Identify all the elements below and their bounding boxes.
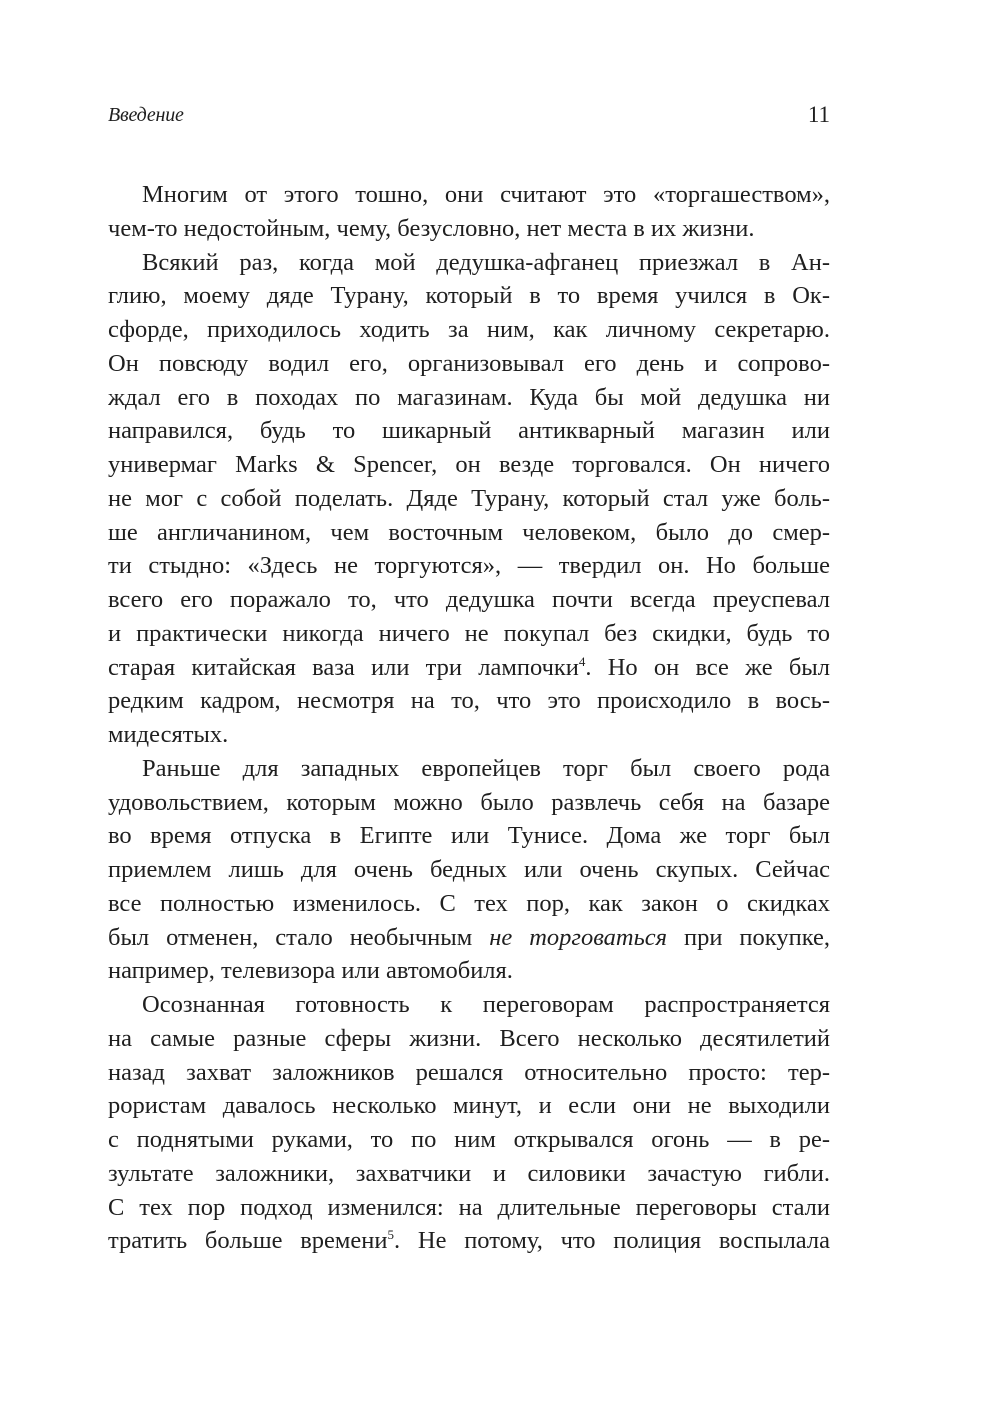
text-segment: . Но он все же был: [585, 653, 830, 681]
text-line: Раньше для западных европейцев торг был своего рода: [142, 754, 830, 782]
page-number: 11: [807, 102, 830, 127]
text-line: рористам давалось несколько минут, и если они не выходили: [108, 1092, 830, 1120]
text-line-with-footnote: [108, 1224, 830, 1258]
text-line: редким кадром, несмотря на то, что это происходило в вось-: [108, 687, 830, 715]
text-line: все полностью изменилось. С тех пор, как закон о скидках: [108, 889, 830, 917]
text-line: с поднятыми руками, то по ним открывался огонь — в ре-: [108, 1126, 830, 1153]
text-line-with-footnote: [108, 651, 830, 685]
footnote-marker: 4: [578, 653, 586, 669]
text-line: чем-то недостойным, чему, безусловно, нет места в их жизни.: [108, 214, 755, 242]
body-text: [108, 178, 830, 1258]
text-segment: был отменен, стало необычным: [108, 923, 490, 951]
text-line: например, телевизора или автомобиля.: [108, 957, 513, 985]
text-line: Всякий раз, когда мой дедушка-афганец приезжал в Ан-: [142, 248, 830, 276]
text-line: назад захват заложников решался относительно просто: тер-: [108, 1058, 830, 1086]
text-line: глию, моему дяде Турану, который в то время учился в Ок-: [108, 282, 830, 310]
text-line: всего его поражало то, что дедушка почти всегда преуспевал: [108, 586, 830, 613]
text-line: ше англичанином, чем восточным человеком, было до смер-: [108, 518, 830, 546]
text-line: на самые разные сферы жизни. Всего несколько десятилетий: [108, 1024, 830, 1052]
text-line: и практически никогда ничего не покупал без скидки, будь то: [108, 619, 830, 647]
text-line: во время отпуска в Египте или Тунисе. Дома же торг был: [108, 822, 830, 850]
text-line: сфорде, приходилось ходить за ним, как личному секретарю.: [108, 316, 830, 343]
text-segment: . Не потому, что полиция воспылала: [394, 1227, 830, 1255]
page-header: [108, 104, 830, 134]
text-line: Он повсюду водил его, организовывал его день и сопрово-: [108, 349, 830, 377]
text-segment: старая китайская ваза или три лампочки: [108, 653, 579, 681]
footnote-marker: 5: [387, 1227, 395, 1243]
text-line: зультате заложники, захватчики и силовики зачастую гибли.: [108, 1159, 830, 1187]
text-line: не мог с собой поделать. Дяде Турану, который стал уже боль-: [108, 484, 830, 512]
text-line: С тех пор подход изменился: на длительные переговоры стали: [108, 1193, 830, 1221]
text-line-with-emphasis: [108, 921, 830, 955]
text-line: Осознанная готовность к переговорам распространяется: [142, 991, 830, 1018]
text-line: мидесятых.: [108, 721, 229, 748]
emphasis-text: не торговаться: [489, 923, 668, 951]
running-head: Введение: [108, 104, 184, 126]
text-line: универмаг Marks & Spencer, он везде торговался. Он ничего: [108, 451, 830, 478]
text-segment: при покупке,: [667, 923, 830, 951]
text-line: направился, будь то шикарный антикварный магазин или: [108, 417, 830, 445]
text-line: ти стыдно: «Здесь не торгуются», — твердил он. Но больше: [108, 552, 830, 580]
text-line: ждал его в походах по магазинам. Куда бы мой дедушка ни: [108, 383, 830, 411]
text-line: удовольствием, которым можно было развлечь себя на базаре: [108, 788, 830, 816]
text-segment: тратить больше времени: [108, 1227, 388, 1255]
text-line: приемлем лишь для очень бедных или очень скупых. Сейчас: [108, 856, 830, 883]
text-line: Многим от этого тошно, они считают это «торгашеством»,: [142, 181, 830, 208]
